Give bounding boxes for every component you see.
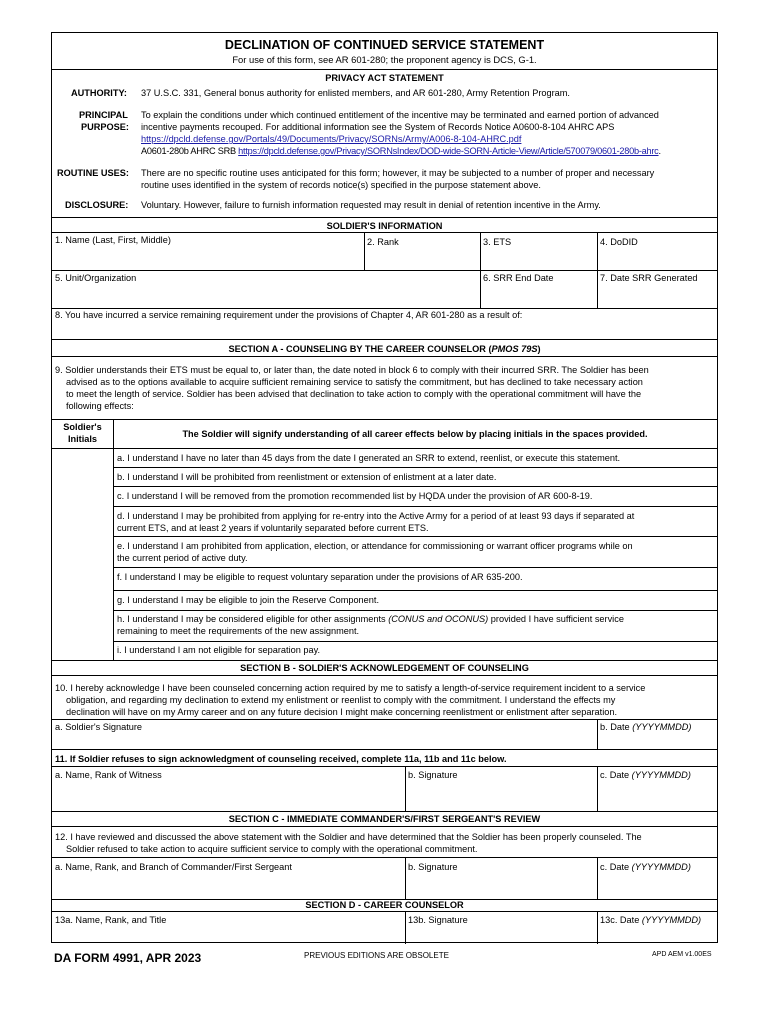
item-9-line-2: advised as to the options available to acquire sufficient remaining service to satisfy the commitment, but has declined to take necessary action xyxy=(66,377,643,387)
section-a-heading: SECTION A - COUNSELING BY THE CAREER COUNSELOR (PMOS 79S) xyxy=(228,344,541,354)
disclosure-label: DISCLOSURE: xyxy=(65,200,129,210)
witness-date-label: c. Date (YYYYMMDD) xyxy=(600,770,691,780)
field-dodid-label: 4. DoDID xyxy=(600,237,638,247)
purpose-text-2: incentive payments recouped. For additional information see the System of Records Notice A0600-8-104 AHRC APS xyxy=(141,122,615,132)
effect-i: i. I understand I am not eligible for separation pay. xyxy=(117,645,321,655)
privacy-heading: PRIVACY ACT STATEMENT xyxy=(325,73,444,83)
purpose-label-1: PRINCIPAL xyxy=(79,110,128,120)
section-b-heading: SECTION B - SOLDIER'S ACKNOWLEDGEMENT OF COUNSELING xyxy=(240,663,529,673)
soldier-signature-label: a. Soldier's Signature xyxy=(55,722,143,732)
soldier-info-heading: SOLDIER'S INFORMATION xyxy=(326,221,443,231)
field-ets-label: 3. ETS xyxy=(483,237,512,247)
purpose-text-3-prefix: A0601-280b AHRC SRB xyxy=(141,146,236,156)
counselor-signature-label: 13b. Signature xyxy=(408,915,468,925)
purpose-text-1: To explain the conditions under which continued entitlement of the incentive may be terminated and earned portion of advanced xyxy=(141,110,659,120)
effect-h-line-2: remaining to meet the requirements of the new assignment. xyxy=(117,626,360,636)
section-d-heading: SECTION D - CAREER COUNSELOR xyxy=(305,900,464,910)
commander-signature-label: b. Signature xyxy=(408,862,458,872)
initials-header-1: Soldier's xyxy=(63,422,102,432)
field-8-label: 8. You have incurred a service remaining requirement under the provisions of Chapter 4, AR 601-280 as a result of: xyxy=(55,310,523,320)
effects-instruction: The Soldier will signify understanding of all career effects below by placing initials in the spaces provided. xyxy=(182,429,648,439)
field-rank-label: 2. Rank xyxy=(367,237,399,247)
authority-text: 37 U.S.C. 331, General bonus authority for enlisted members, and AR 601-280, Army Retention Program. xyxy=(141,88,570,98)
item-10-line-3: declination will have on my Army career and on any future decision I might make concerning reenlistment or enlistment after separation. xyxy=(66,707,618,717)
initials-header-2: Initials xyxy=(67,434,98,444)
witness-signature-label: b. Signature xyxy=(408,770,458,780)
effect-d-line-2: current ETS, and at least 2 years if voluntarily separated before current ETS. xyxy=(117,523,429,533)
purpose-link-2[interactable]: https://dpcld.defense.gov/Privacy/SORNsIndex/DOD-wide-SORN-Article-View/Article/570079/0601-280b-ahrc xyxy=(238,146,659,156)
field-srr-generated-label: 7. Date SRR Generated xyxy=(600,273,698,283)
purpose-text-3: A0601-280b AHRC SRB https://dpcld.defense.gov/Privacy/SORNsIndex/DOD-wide-SORN-Article-View/Article/570079/0601-280b-ahrc. xyxy=(141,146,661,156)
effect-a: a. I understand I have no later than 45 days from the date I generated an SRR to extend, reenlist, or execute this statement. xyxy=(117,453,621,463)
routine-text-1: There are no specific routine uses anticipated for this form; however, it may be subjected to a number of proper and necessary xyxy=(141,168,655,178)
counselor-date-label: 13c. Date (YYYYMMDD) xyxy=(600,915,702,925)
effect-b: b. I understand I will be prohibited from reenlistment or extension of enlistment at a later date. xyxy=(117,472,497,482)
effect-f: f. I understand I may be eligible to request voluntary separation under the provisions of AR 635-200. xyxy=(117,572,523,582)
form-version: APD AEM v1.00ES xyxy=(652,951,712,958)
disclosure-text: Voluntary. However, failure to furnish information requested may result in denial of retention incentive in the Army. xyxy=(141,200,601,210)
item-9-line-1: 9. Soldier understands their ETS must be equal to, or later than, the date noted in block 6 to comply with their incurred SRR. The Soldier has been xyxy=(55,365,649,375)
item-9-line-3: to meet the length of service. Soldier has been advised that declination to take action to comply with the operational commitment will have the xyxy=(66,389,642,399)
commander-name-label: a. Name, Rank, and Branch of Commander/First Sergeant xyxy=(55,862,292,872)
form-container xyxy=(51,32,718,943)
item-10-line-2: obligation, and regarding my declination to extend my enlistment or reenlist to comply with the commitment. I understand the effects my xyxy=(66,695,616,705)
soldier-date-label: b. Date (YYYYMMDD) xyxy=(600,722,692,732)
routine-label: ROUTINE USES: xyxy=(57,168,129,178)
commander-date-label: c. Date (YYYYMMDD) xyxy=(600,862,691,872)
authority-label: AUTHORITY: xyxy=(71,88,127,98)
effect-e-line-2: the current period of active duty. xyxy=(117,553,248,563)
item-12-line-1: 12. I have reviewed and discussed the above statement with the Soldier and have determined that the Soldier has been properly counseled. The xyxy=(55,832,642,842)
form-title: DECLINATION OF CONTINUED SERVICE STATEMENT xyxy=(224,38,545,52)
field-name-label: 1. Name (Last, First, Middle) xyxy=(55,235,171,245)
effect-e-line-1: e. I understand I am prohibited from application, election, or attendance for commissioning or warrant officer programs while on xyxy=(117,541,633,551)
form-id: DA FORM 4991, APR 2023 xyxy=(54,951,202,965)
item-10-line-1: 10. I hereby acknowledge I have been counseled concerning action required by me to satisfy a length-of-service requirement incident to a service xyxy=(55,683,646,693)
purpose-label-2: PURPOSE: xyxy=(81,122,129,132)
effect-h-line-1: h. I understand I may be considered eligible for other assignments (CONUS and OCONUS) provided I have sufficient service xyxy=(117,614,624,624)
effect-c: c. I understand I will be removed from the promotion recommended list by HQDA under the provision of AR 600-8-19. xyxy=(117,491,593,501)
item-9-line-4: following effects: xyxy=(66,401,134,411)
section-c-heading: SECTION C - IMMEDIATE COMMANDER'S/FIRST SERGEANT'S REVIEW xyxy=(228,814,541,824)
effect-d-line-1: d. I understand I may be prohibited from applying for re-entry into the Active Army for a period of at least 93 days if separated at xyxy=(117,511,635,521)
form-subtitle: For use of this form, see AR 601-280; the proponent agency is DCS, G-1. xyxy=(232,54,537,65)
witness-name-label: a. Name, Rank of Witness xyxy=(55,770,162,780)
routine-text-2: routine uses identified in the system of records notice(s) specified in the purpose statement above. xyxy=(141,180,541,190)
field-unit-label: 5. Unit/Organization xyxy=(55,273,137,283)
purpose-link-1[interactable]: https://dpcld.defense.gov/Portals/49/Documents/Privacy/SORNs/Army/A006-8-104-AHRC.pdf xyxy=(141,134,522,144)
item-12-line-2: Soldier refused to take action to acquire sufficient service to comply with the operational commitment. xyxy=(66,844,478,854)
counselor-name-label: 13a. Name, Rank, and Title xyxy=(55,915,167,925)
previous-editions-notice: PREVIOUS EDITIONS ARE OBSOLETE xyxy=(304,951,449,960)
item-11-text: 11. If Soldier refuses to sign acknowledgment of counseling received, complete 11a, 11b and 11c below. xyxy=(55,754,507,764)
effect-g: g. I understand I may be eligible to join the Reserve Component. xyxy=(117,595,379,605)
field-srr-end-label: 6. SRR End Date xyxy=(483,273,554,283)
